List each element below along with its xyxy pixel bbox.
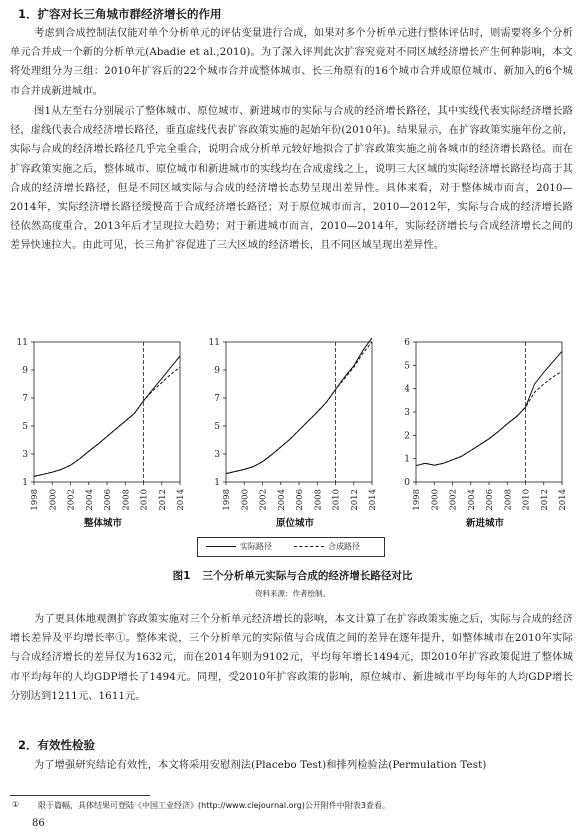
x-tick-label: 2002 xyxy=(258,489,269,511)
x-tick-label: 2010 xyxy=(521,489,532,511)
figure-charts xyxy=(0,330,585,570)
legend-solid-line xyxy=(206,546,236,547)
x-tick-label: 2002 xyxy=(66,489,77,511)
x-axis-label: 整体城市 xyxy=(83,518,123,529)
x-tick-label: 2000 xyxy=(240,489,251,511)
y-tick-label: 0 xyxy=(404,478,410,488)
series-synthetic-line xyxy=(226,342,372,474)
x-tick-label: 2004 xyxy=(466,489,477,511)
x-tick-label: 2006 xyxy=(295,489,305,511)
x-axis-label: 新进城市 xyxy=(465,518,505,529)
series-actual-line xyxy=(226,338,372,474)
y-tick-label: 7 xyxy=(22,394,28,404)
footnote-text: 限于篇幅，具体结果可登陆《中国工业经济》(http://www.ciejournal.org)公开附件中附表3查看。 xyxy=(38,801,391,810)
x-tick-label: 2008 xyxy=(503,489,514,511)
paragraph-text: 图1从左至右分别展示了整体城市、原位城市、新进城市的实际与合成的经济增长路径，其中实线代表实际经济增长路径，虚线代表合成经济增长路径，垂直虚线代表扩容政策实施的起始年份(2010年)。结果显示，在扩容政策实施年份之前，实际与合成的经济增长路径几乎完全重合，说明合成分析单元较好地拟合了扩容政策实施之前各城市的经济增长路径。而在扩容政策实施之后，整体城市、原位城市和新进城市的实线均在合成虚线之上，说明三大区域的实际经济增长路径均高于其合成的经济增长路径，但是不同区域实际与合成的经济增长态势呈现出差异性。具体来看，对于整体城市而言，2010—2014年，实际经济增长路径缓慢高于合成经济增长路径；对于原位城市而言，2010—2012年，实际与合成的经济增长路径依然高度重合，2013年后才呈现拉大趋势；对于新进城市而言，2010—2014年，实际经济增长与合成经济增长之间的差异快速拉大。由此可见，长三角扩容促进了三大区域的经济增长，且不同区域呈现出差异性。 xyxy=(10,106,573,252)
x-tick-label: 2006 xyxy=(103,489,113,511)
paragraph xyxy=(10,610,573,706)
paragraph xyxy=(10,756,573,775)
figure-source: 资料来源：作者绘制。 xyxy=(255,589,330,598)
x-tick-label: 2012 xyxy=(539,489,550,511)
y-tick-label: 7 xyxy=(214,394,220,404)
plot-frame xyxy=(34,342,180,482)
chart-legend xyxy=(197,537,385,557)
paragraph-text: 为了更具体地观测扩容政策实施对三个分析单元经济增长的影响，本文计算了在扩容政策实施之后，实际与合成的经济增长差异及平均增长率①。整体来说，三个分析单元的实际值与合成值之间的差异在逐年提升，如整体城市在2010年实际与合成经济增长的差异仅为1632元，而在2014年则为9102元，平均每年增长1494元，即2010年扩容政策促进了整体城市平均每年的人均GDP增长了1494元。同理，受2010年扩容政策的影响，原位城市、新进城市平均每年的人均GDP增长分别达到1211元、1611元。 xyxy=(10,614,573,702)
section-heading: 1．扩容对长三角城市群经济增长的作用 xyxy=(18,7,222,21)
series-actual-line xyxy=(416,351,562,465)
plot-frame xyxy=(226,342,372,482)
chart-whole-cities xyxy=(0,330,195,530)
footnote-rule xyxy=(10,795,150,796)
y-tick-label: 6 xyxy=(404,338,410,348)
x-tick-label: 1998 xyxy=(30,489,40,511)
x-tick-label: 2014 xyxy=(368,489,378,511)
x-tick-label: 2010 xyxy=(139,489,150,511)
y-tick-label: 1 xyxy=(214,478,220,488)
x-tick-label: 2010 xyxy=(331,489,342,511)
y-tick-label: 3 xyxy=(404,408,410,418)
figure-title: 三个分析单元实际与合成的经济增长路径对比 xyxy=(202,570,413,582)
section-heading: 2．有效性检验 xyxy=(18,738,96,752)
x-tick-label: 2014 xyxy=(558,489,568,511)
paragraph xyxy=(10,24,573,101)
y-tick-label: 11 xyxy=(208,338,220,348)
y-tick-label: 9 xyxy=(214,366,220,376)
legend-synthetic-label: 合成路径 xyxy=(328,542,360,551)
chart-original-cities xyxy=(192,330,387,530)
plot-frame xyxy=(416,342,562,482)
y-tick-label: 3 xyxy=(214,450,220,460)
legend-actual-label: 实际路径 xyxy=(240,542,272,551)
y-tick-label: 5 xyxy=(404,361,410,372)
paragraph-text: 为了增强研究结论有效性，本文将采用安慰剂法(Placebo Test)和排列检验法(Permulation Test) xyxy=(34,760,487,771)
y-tick-label: 3 xyxy=(22,450,28,460)
y-tick-label: 11 xyxy=(16,338,28,348)
x-tick-label: 2004 xyxy=(84,489,95,511)
x-tick-label: 2014 xyxy=(176,489,186,511)
footnote-mark: ① xyxy=(12,800,20,809)
series-actual-line xyxy=(34,356,180,476)
series-synthetic-line xyxy=(416,371,562,466)
y-tick-label: 5 xyxy=(22,422,28,432)
y-tick-label: 4 xyxy=(404,384,410,395)
x-tick-label: 1998 xyxy=(222,489,232,511)
legend-dashed-line xyxy=(294,546,324,547)
x-tick-label: 1998 xyxy=(412,489,422,511)
y-tick-label: 2 xyxy=(404,431,410,442)
paragraph xyxy=(10,102,573,256)
y-tick-label: 9 xyxy=(22,366,28,376)
y-tick-label: 5 xyxy=(214,422,220,432)
x-tick-label: 2012 xyxy=(157,489,168,511)
page-number: 86 xyxy=(32,818,45,829)
figure-caption xyxy=(0,568,585,583)
x-tick-label: 2008 xyxy=(121,489,132,511)
footnote xyxy=(12,800,391,811)
y-tick-label: 1 xyxy=(404,454,410,465)
chart-new-cities xyxy=(382,330,577,530)
figure-number: 图1 xyxy=(172,570,191,582)
y-tick-label: 1 xyxy=(22,478,28,488)
x-tick-label: 2000 xyxy=(48,489,59,511)
x-tick-label: 2006 xyxy=(485,489,495,511)
x-tick-label: 2008 xyxy=(313,489,324,511)
x-tick-label: 2012 xyxy=(349,489,360,511)
paragraph-text: 考虑到合成控制法仅能对单个分析单元的评估变量进行合成，如果对多个分析单元进行整体评估时，则需要将多个分析单元合并成一个新的分析单元(Abadie et al.,2010)。为了深入评判此次扩容究竟对不同区域经济增长产生何种影响，本文将处理组分为三组：2010年扩容后的22个城市合并成整体城市、长三角原有的16个城市合并成原位城市、新加入的6个城市合并成新进城市。 xyxy=(10,28,573,97)
x-tick-label: 2002 xyxy=(448,489,459,511)
x-axis-label: 原位城市 xyxy=(275,518,315,529)
x-tick-label: 2004 xyxy=(276,489,287,511)
x-tick-label: 2000 xyxy=(430,489,441,511)
